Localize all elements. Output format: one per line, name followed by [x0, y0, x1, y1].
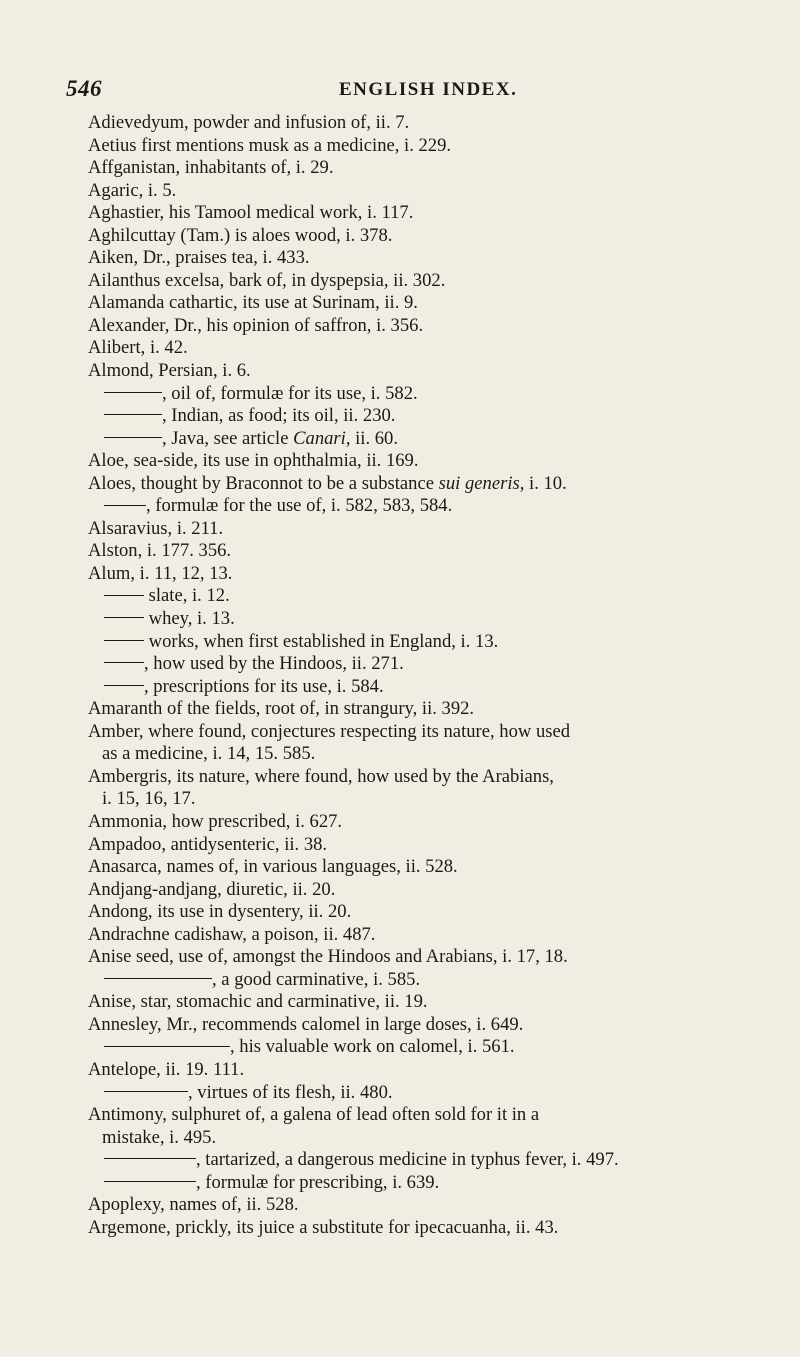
index-entry — [88, 225, 788, 248]
index-entry — [88, 518, 788, 541]
index-entry — [88, 721, 788, 744]
index-entry — [88, 924, 788, 947]
entry-text: Anise seed, use of, amongst the Hindoos and Arabians, i. 17, 18. — [88, 946, 568, 968]
repeat-dash — [104, 1091, 188, 1092]
page-number: 546 — [66, 76, 102, 101]
entry-text: Annesley, Mr., recommends calomel in large doses, i. 649. — [88, 1013, 524, 1035]
index-entry — [88, 1217, 788, 1240]
entry-text: , how used by the Hindoos, ii. 271. — [144, 653, 404, 675]
index-entry — [88, 1059, 788, 1082]
entry-text: , oil of, formulæ for its use, i. 582. — [162, 382, 418, 404]
entry-text: Aghilcuttay (Tam.) is aloes wood, i. 378. — [88, 224, 393, 246]
index-entry — [88, 247, 788, 270]
entry-text: , formulæ for the use of, i. 582, 583, 584. — [146, 495, 453, 517]
repeat-dash — [104, 1046, 230, 1047]
index-entry — [88, 1194, 788, 1217]
entry-text: Aloes, thought by Braconnot to be a substance — [88, 472, 439, 494]
entry-text: Aiken, Dr., praises tea, i. 433. — [88, 247, 310, 269]
entry-text: Alum, i. 11, 12, 13. — [88, 562, 233, 584]
index-subentry — [88, 676, 788, 699]
index-entry — [88, 315, 788, 338]
entry-text: Andjang-andjang, diuretic, ii. 20. — [88, 878, 336, 900]
repeat-dash — [104, 685, 144, 686]
repeat-dash — [104, 662, 144, 663]
index-subentry — [88, 653, 788, 676]
index-subentry — [88, 428, 788, 451]
entry-text: whey, i. 13. — [144, 608, 235, 630]
index-subentry — [88, 1172, 788, 1195]
index-subentry — [88, 585, 788, 608]
entry-text: i. 15, 16, 17. — [102, 788, 196, 810]
index-entry — [88, 360, 788, 383]
entry-text: Apoplexy, names of, ii. 528. — [88, 1194, 299, 1216]
index-subentry — [88, 1082, 788, 1105]
index-entry — [88, 698, 788, 721]
entry-text: Alexander, Dr., his opinion of saffron, i. 356. — [88, 314, 424, 336]
index-entry — [88, 563, 788, 586]
entry-text: Aetius first mentions musk as a medicine, i. 229. — [88, 134, 452, 156]
repeat-dash — [104, 505, 146, 506]
index-subentry — [88, 1149, 788, 1172]
entry-text: Andrachne cadishaw, a poison, ii. 487. — [88, 923, 376, 945]
index-subentry — [88, 495, 788, 518]
index-entry — [88, 834, 788, 857]
entry-text: mistake, i. 495. — [102, 1126, 217, 1148]
index-entry — [88, 202, 788, 225]
entry-text: Alamanda cathartic, its use at Surinam, ii. 9. — [88, 292, 418, 314]
index-entry — [88, 135, 788, 158]
entry-text: as a medicine, i. 14, 15. 585. — [102, 743, 316, 765]
index-entry — [88, 112, 788, 135]
entry-text: Antelope, ii. 19. 111. — [88, 1058, 245, 1080]
index-entry — [88, 540, 788, 563]
entry-text: Ammonia, how prescribed, i. 627. — [88, 810, 343, 832]
index-entry — [88, 766, 788, 789]
entry-text: Amber, where found, conjectures respecting its nature, how used — [88, 720, 571, 742]
index-entry — [88, 180, 788, 203]
index-entry — [88, 450, 788, 473]
running-head: ENGLISH INDEX. — [339, 79, 518, 100]
entry-text-after: , ii. 60. — [345, 427, 398, 449]
repeat-dash — [104, 392, 162, 393]
index-entry — [88, 157, 788, 180]
entry-text: Almond, Persian, i. 6. — [88, 360, 251, 382]
index-subentry — [88, 969, 788, 992]
repeat-dash — [104, 640, 144, 641]
index-entry — [88, 1014, 788, 1037]
repeat-dash — [104, 1181, 196, 1182]
entry-text: , Indian, as food; its oil, ii. 230. — [162, 405, 396, 427]
index-subentry — [88, 405, 788, 428]
entry-text: Alsaravius, i. 211. — [88, 517, 224, 539]
page-header — [66, 76, 766, 106]
entry-text: , Java, see article — [162, 427, 294, 449]
entry-text: Antimony, sulphuret of, a galena of lead often sold for it in a — [88, 1104, 540, 1126]
entry-text: Ambergris, its nature, where found, how used by the Arabians, — [88, 765, 554, 787]
entry-text: , prescriptions for its use, i. 584. — [144, 675, 384, 697]
repeat-dash — [104, 617, 144, 618]
entry-italic-text: sui generis — [438, 472, 520, 494]
repeat-dash — [104, 414, 162, 415]
entry-text: Andong, its use in dysentery, ii. 20. — [88, 901, 352, 923]
index-entry — [88, 901, 788, 924]
index-entries — [88, 112, 788, 1239]
entry-text: , a good carminative, i. 585. — [212, 968, 421, 990]
entry-text: , his valuable work on calomel, i. 561. — [230, 1036, 515, 1058]
entry-text: Affganistan, inhabitants of, i. 29. — [88, 157, 334, 179]
entry-text: , formulæ for prescribing, i. 639. — [196, 1171, 440, 1193]
entry-italic-text: Canari — [293, 427, 346, 449]
index-subentry — [88, 631, 788, 654]
entry-text: Ailanthus excelsa, bark of, in dyspepsia, ii. 302. — [88, 269, 446, 291]
entry-text: , virtues of its flesh, ii. 480. — [188, 1081, 393, 1103]
repeat-dash — [104, 978, 212, 979]
index-entry — [88, 856, 788, 879]
index-entry — [88, 292, 788, 315]
entry-text: Ampadoo, antidysenteric, ii. 38. — [88, 833, 328, 855]
entry-text: Argemone, prickly, its juice a substitute for ipecacuanha, ii. 43. — [88, 1216, 559, 1238]
index-entry — [88, 946, 788, 969]
index-entry-continuation — [88, 788, 788, 811]
index-entry-continuation — [88, 743, 788, 766]
index-entry — [88, 879, 788, 902]
index-subentry — [88, 383, 788, 406]
index-entry — [88, 473, 788, 496]
entry-text: Amaranth of the fields, root of, in strangury, ii. 392. — [88, 698, 475, 720]
entry-text-after: , i. 10. — [519, 472, 567, 494]
index-entry — [88, 991, 788, 1014]
index-subentry — [88, 1036, 788, 1059]
entry-text: Anise, star, stomachic and carminative, ii. 19. — [88, 991, 428, 1013]
entry-text: Adievedyum, powder and infusion of, ii. 7. — [88, 112, 410, 133]
index-entry — [88, 270, 788, 293]
index-entry — [88, 1104, 788, 1127]
entry-text: Anasarca, names of, in various languages, ii. 528. — [88, 856, 458, 878]
entry-text: Alibert, i. 42. — [88, 337, 188, 359]
entry-text: , tartarized, a dangerous medicine in typhus fever, i. 497. — [196, 1149, 619, 1171]
index-entry — [88, 811, 788, 834]
entry-text: Agaric, i. 5. — [88, 179, 177, 201]
repeat-dash — [104, 595, 144, 596]
repeat-dash — [104, 437, 162, 438]
entry-text: Aghastier, his Tamool medical work, i. 117. — [88, 202, 414, 224]
index-subentry — [88, 608, 788, 631]
index-entry — [88, 337, 788, 360]
index-entry-continuation — [88, 1127, 788, 1150]
entry-text: Aloe, sea-side, its use in ophthalmia, ii. 169. — [88, 450, 419, 472]
entry-text: works, when first established in England, i. 13. — [144, 630, 499, 652]
entry-text: slate, i. 12. — [144, 585, 230, 607]
entry-text: Alston, i. 177. 356. — [88, 540, 232, 562]
repeat-dash — [104, 1158, 196, 1159]
